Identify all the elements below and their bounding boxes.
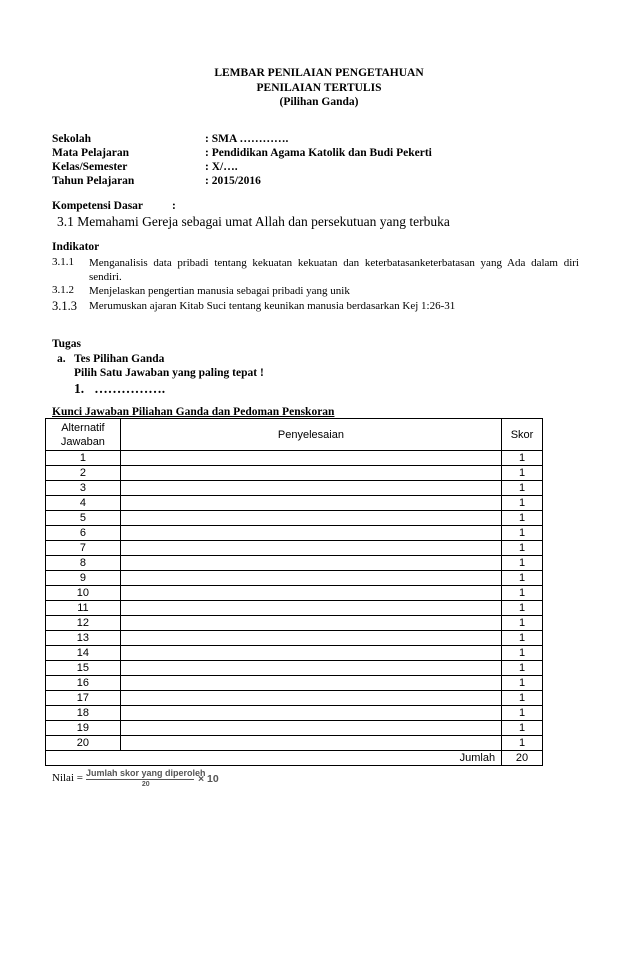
score-cell: 1: [502, 586, 543, 601]
table-row: [46, 721, 543, 736]
kompetensi-text: 3.1 Memahami Gereja sebagai umat Allah dan persekutuan yang terbuka: [57, 214, 450, 229]
solution-cell: [120, 466, 501, 481]
solution-cell: [120, 721, 501, 736]
table-row: [46, 631, 543, 646]
solution-cell: [120, 676, 501, 691]
answer-key-table: [45, 418, 543, 766]
solution-cell: [120, 556, 501, 571]
table-row: [46, 481, 543, 496]
answer-number-cell: 2: [46, 466, 121, 481]
table-row: [46, 541, 543, 556]
answer-number-cell: 4: [46, 496, 121, 511]
score-cell: 1: [502, 541, 543, 556]
table-total-row: [46, 751, 543, 766]
indikator-text: Merumuskan ajaran Kitab Suci tentang keunikan manusia berdasarkan Kej 1:26-31: [89, 300, 456, 312]
identity-value: : 2015/2016: [205, 175, 261, 187]
table-row: [46, 646, 543, 661]
answer-number-cell: 1: [46, 451, 121, 466]
score-cell: 1: [502, 721, 543, 736]
score-cell: 1: [502, 571, 543, 586]
fraction-denominator: 20: [141, 781, 150, 788]
answer-number-cell: 14: [46, 646, 121, 661]
answer-number-cell: 9: [46, 571, 121, 586]
header-alternatif: Alternatif Jawaban: [46, 419, 121, 451]
score-cell: 1: [502, 676, 543, 691]
answer-number-cell: 13: [46, 631, 121, 646]
nilai-multiplier: × 10: [198, 773, 219, 785]
identity-value: : X/….: [205, 161, 238, 173]
answer-number-cell: 8: [46, 556, 121, 571]
score-cell: 1: [502, 631, 543, 646]
page-subtitle: PENILAIAN TERTULIS: [256, 82, 382, 94]
solution-cell: [120, 526, 501, 541]
table-row: [46, 736, 543, 751]
indikator-number: 3.1.3: [52, 299, 77, 313]
table-row: [46, 571, 543, 586]
kompetensi-colon: :: [172, 200, 176, 212]
solution-cell: [120, 661, 501, 676]
table-row: [46, 661, 543, 676]
answer-number-cell: 17: [46, 691, 121, 706]
score-cell: 1: [502, 616, 543, 631]
score-cell: 1: [502, 481, 543, 496]
fraction-numerator: Jumlah skor yang diperoleh: [86, 768, 206, 778]
solution-cell: [120, 691, 501, 706]
table-row: [46, 451, 543, 466]
answer-number-cell: 15: [46, 661, 121, 676]
question-item: 1. …………….: [74, 381, 166, 396]
score-cell: 1: [502, 496, 543, 511]
indikator-number: 3.1.2: [52, 284, 74, 296]
answer-number-cell: 16: [46, 676, 121, 691]
total-value: 20: [502, 751, 543, 766]
score-cell: 1: [502, 706, 543, 721]
answer-number-cell: 18: [46, 706, 121, 721]
table-row: [46, 496, 543, 511]
answer-number-cell: 10: [46, 586, 121, 601]
fraction-bar: [86, 779, 194, 780]
indikator-number: 3.1.1: [52, 256, 74, 268]
score-cell: 1: [502, 601, 543, 616]
identity-label: Tahun Pelajaran: [52, 175, 135, 187]
kunci-title: Kunci Jawaban Piliahan Ganda dan Pedoman Penskoran: [52, 406, 335, 418]
table-row: [46, 706, 543, 721]
header-skor: Skor: [502, 419, 543, 451]
table-row: [46, 556, 543, 571]
table-header-row: [46, 419, 543, 451]
solution-cell: [120, 631, 501, 646]
solution-cell: [120, 451, 501, 466]
answer-number-cell: 3: [46, 481, 121, 496]
solution-cell: [120, 481, 501, 496]
score-cell: 1: [502, 466, 543, 481]
indikator-text: Menganalisis data pribadi tentang kekuatan kekuatan dan keterbatasanketerbatasan yang Ada dalam diri sendiri.: [89, 257, 579, 283]
total-label: Jumlah: [46, 751, 502, 766]
solution-cell: [120, 736, 501, 751]
answer-number-cell: 5: [46, 511, 121, 526]
answer-number-cell: 7: [46, 541, 121, 556]
indikator-text: Menjelaskan pengertian manusia sebagai pribadi yang unik: [89, 285, 350, 297]
score-cell: 1: [502, 556, 543, 571]
nilai-label: Nilai =: [52, 772, 83, 784]
indikator-heading: Indikator: [52, 241, 100, 253]
table-row: [46, 511, 543, 526]
solution-cell: [120, 616, 501, 631]
solution-cell: [120, 511, 501, 526]
table-row: [46, 691, 543, 706]
tugas-instruction: Pilih Satu Jawaban yang paling tepat !: [74, 367, 264, 379]
solution-cell: [120, 496, 501, 511]
table-row: [46, 676, 543, 691]
score-cell: 1: [502, 451, 543, 466]
identity-label: Kelas/Semester: [52, 161, 128, 173]
table-row: [46, 586, 543, 601]
identity-value: : Pendidikan Agama Katolik dan Budi Pekerti: [205, 147, 432, 159]
solution-cell: [120, 601, 501, 616]
page-title: LEMBAR PENILAIAN PENGETAHUAN: [214, 67, 424, 79]
score-cell: 1: [502, 511, 543, 526]
answer-number-cell: 12: [46, 616, 121, 631]
tugas-item-a: a. Tes Pilihan Ganda: [57, 353, 165, 365]
table-row: [46, 616, 543, 631]
solution-cell: [120, 646, 501, 661]
solution-cell: [120, 571, 501, 586]
solution-cell: [120, 586, 501, 601]
table-row: [46, 466, 543, 481]
tugas-heading: Tugas: [52, 338, 81, 350]
kompetensi-label: Kompetensi Dasar: [52, 200, 144, 212]
header-penyelesaian: Penyelesaian: [120, 419, 501, 451]
identity-label: Mata Pelajaran: [52, 147, 129, 159]
nilai-fraction: [86, 768, 206, 788]
answer-number-cell: 6: [46, 526, 121, 541]
solution-cell: [120, 706, 501, 721]
table-row: [46, 601, 543, 616]
page-subtitle-type: (Pilihan Ganda): [279, 96, 359, 108]
answer-number-cell: 19: [46, 721, 121, 736]
answer-number-cell: 20: [46, 736, 121, 751]
score-cell: 1: [502, 691, 543, 706]
identity-label: Sekolah: [52, 133, 91, 145]
score-cell: 1: [502, 526, 543, 541]
answer-number-cell: 11: [46, 601, 121, 616]
solution-cell: [120, 541, 501, 556]
identity-value: : SMA ………….: [205, 133, 289, 145]
score-cell: 1: [502, 736, 543, 751]
score-cell: 1: [502, 661, 543, 676]
table-row: [46, 526, 543, 541]
score-cell: 1: [502, 646, 543, 661]
